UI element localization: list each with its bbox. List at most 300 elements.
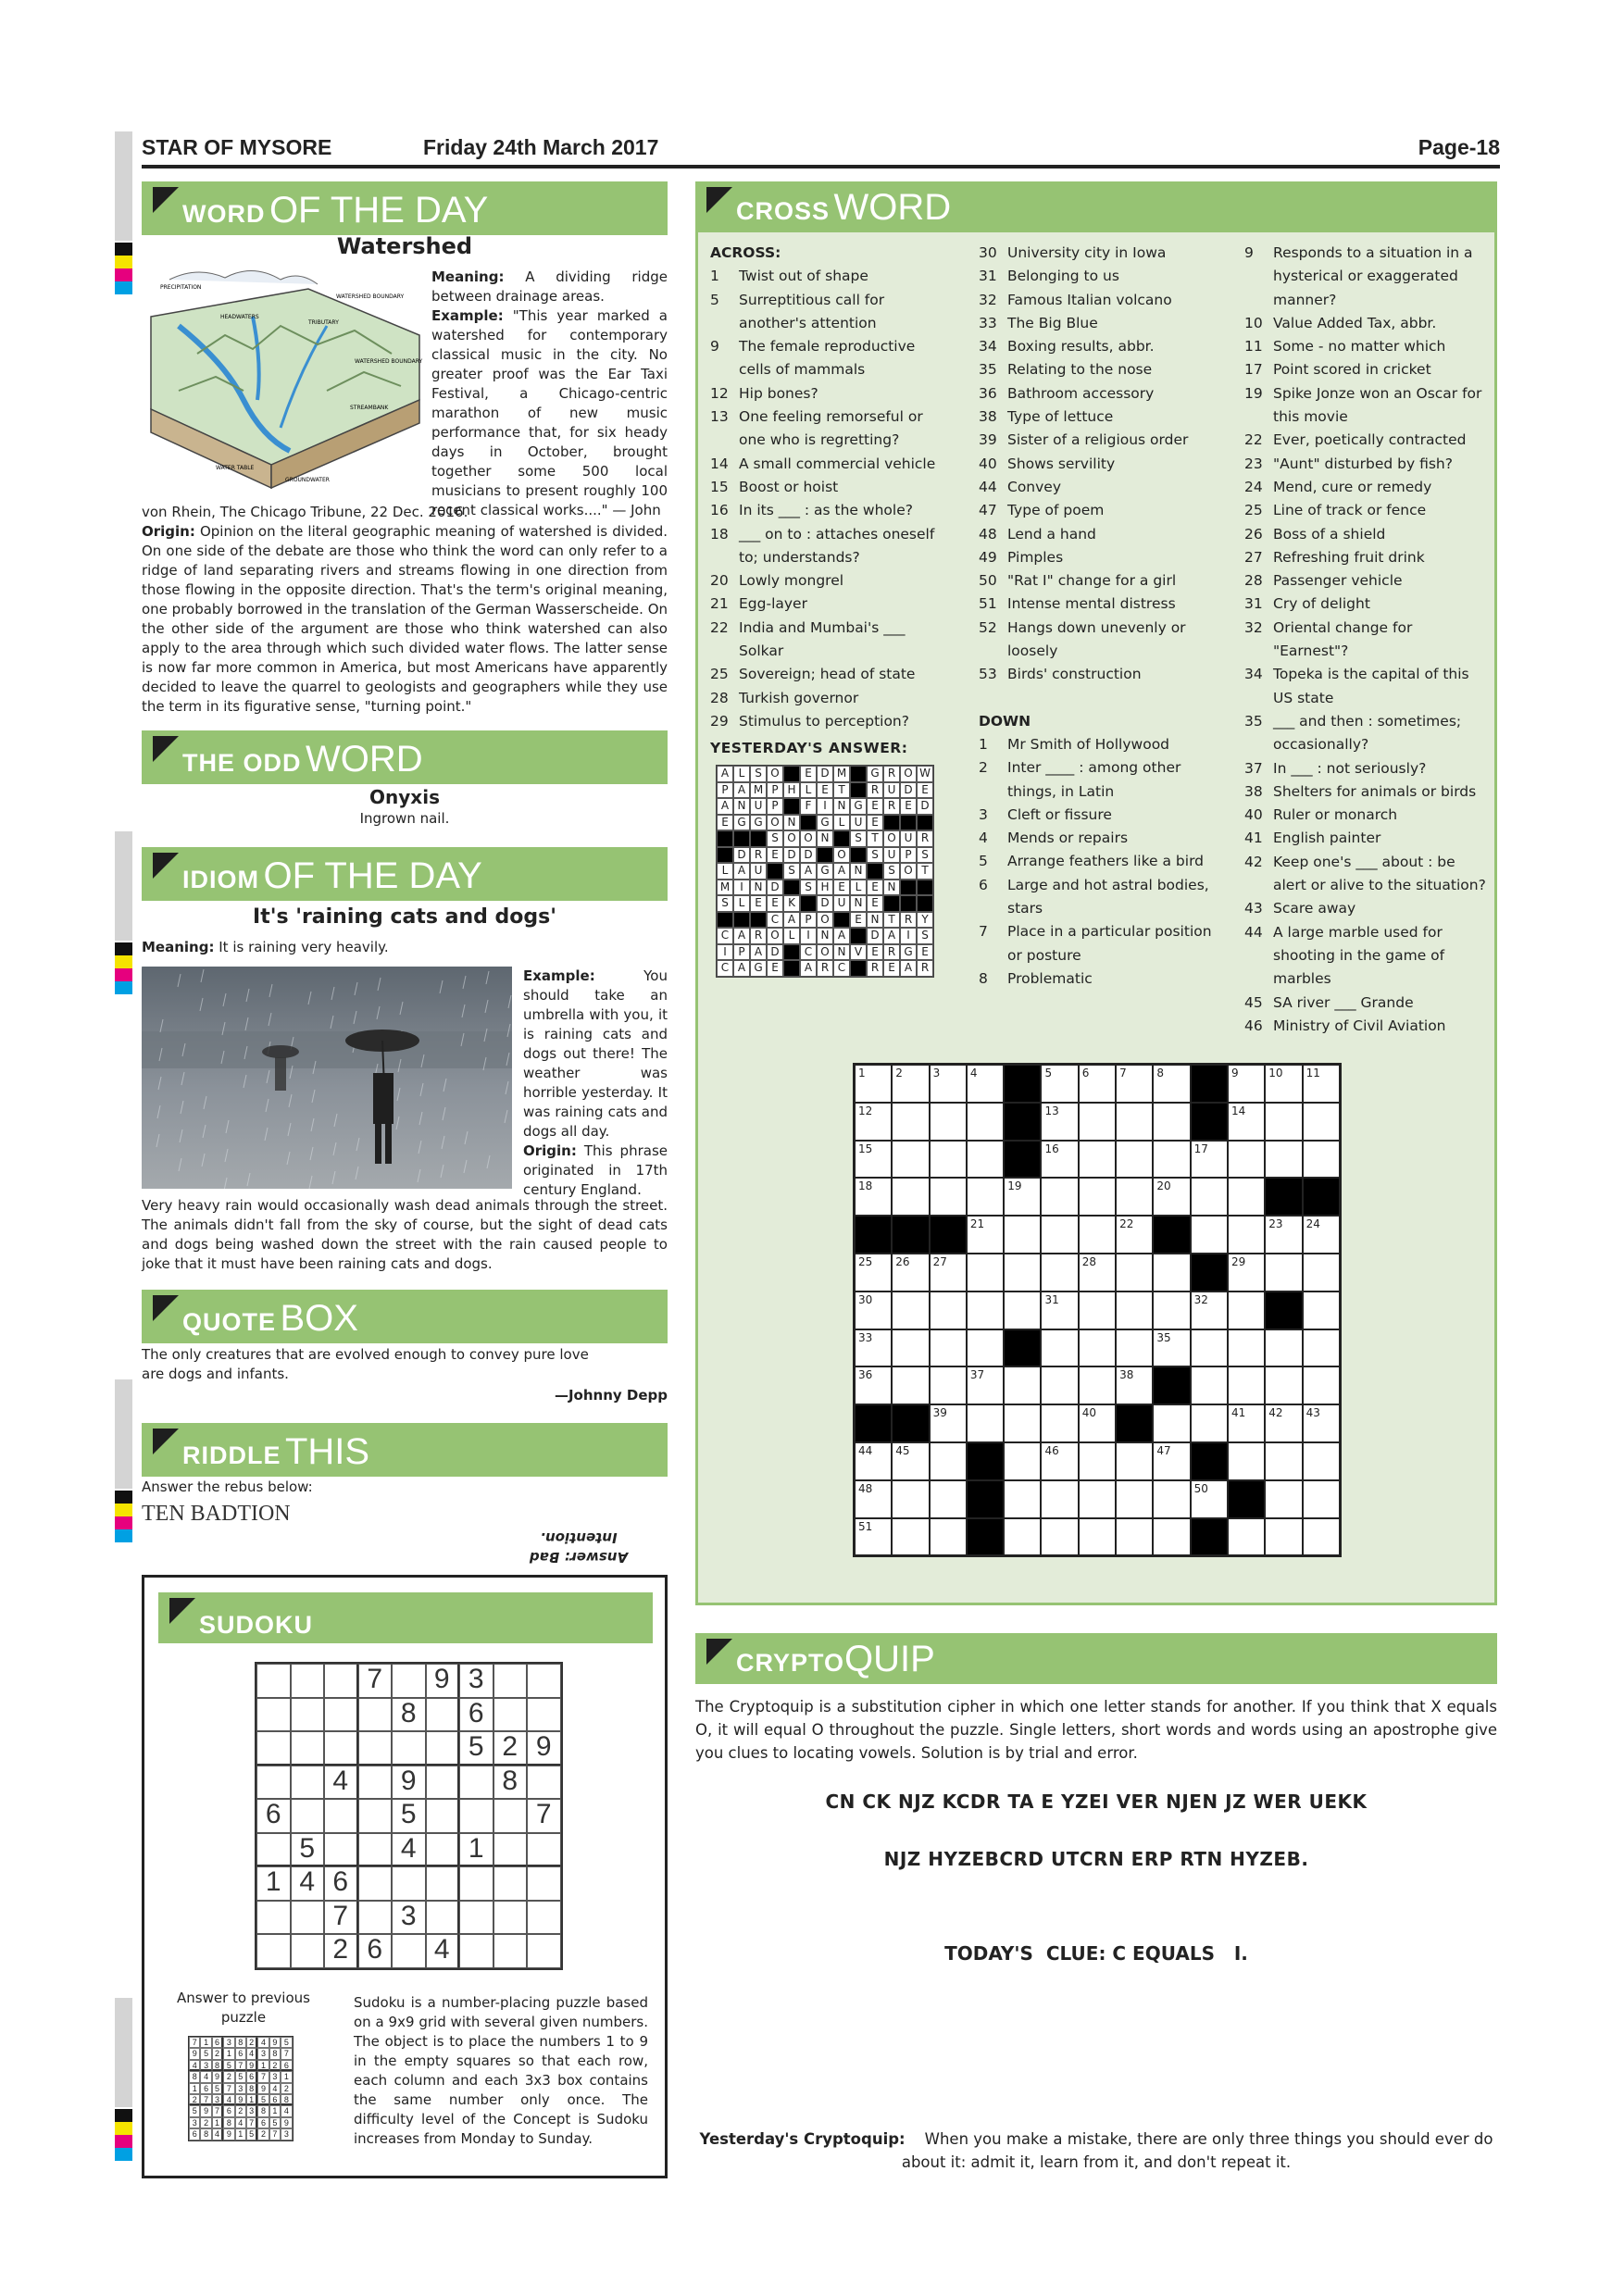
crossword-cell[interactable] [892, 1103, 929, 1141]
crossword-cell[interactable] [1004, 1292, 1041, 1329]
sudoku-cell[interactable] [426, 1698, 460, 1732]
cryptoquip-line2: NJZ HYZEBCRD UTCRN ERP RTN HYZEB. [883, 1848, 1309, 1870]
crossword-cell[interactable] [1191, 1366, 1228, 1404]
sudoku-cell[interactable] [256, 1698, 291, 1732]
crossword-cell[interactable] [1303, 1329, 1340, 1367]
prev-sudoku-cell: 7 [200, 2094, 211, 2105]
sudoku-cell[interactable] [256, 1766, 291, 1800]
crossword-block [1191, 1254, 1228, 1292]
crossword-cell[interactable] [855, 1292, 892, 1329]
crossword-cell[interactable] [967, 1254, 1004, 1292]
crossword-cell[interactable] [1041, 1404, 1078, 1442]
crossword-cell[interactable] [1041, 1442, 1078, 1480]
crossword-cell[interactable] [1153, 1103, 1190, 1141]
crossword-cell[interactable] [930, 1254, 967, 1292]
crossword-cell[interactable] [930, 1292, 967, 1329]
prev-sudoku-cell: 9 [235, 2094, 246, 2105]
answer-cell: O [883, 830, 900, 847]
crossword-cell[interactable] [892, 1518, 929, 1556]
cell-number: 31 [1044, 1292, 1059, 1306]
crossword-cell[interactable] [1265, 1404, 1302, 1442]
crossword-cell[interactable] [855, 1518, 892, 1556]
crossword-cell[interactable] [930, 1404, 967, 1442]
clue-item [979, 406, 1219, 429]
crossword-cell[interactable] [930, 1442, 967, 1480]
crossword-cell[interactable] [892, 1254, 929, 1292]
crossword-cell[interactable] [1116, 1178, 1153, 1216]
sudoku-cell[interactable] [426, 1799, 460, 1833]
meaning-text: A dividing ridge between drainage areas. [431, 268, 668, 305]
yesterday-label: Yesterday's Cryptoquip: [699, 2130, 906, 2148]
crossword-cell[interactable] [1228, 1178, 1265, 1216]
crossword-clues-col3 [1244, 242, 1487, 1038]
crossword-cell[interactable] [930, 1178, 967, 1216]
sudoku-cell[interactable] [291, 1799, 325, 1833]
crossword-cell[interactable] [1116, 1103, 1153, 1141]
crossword-cell[interactable] [1116, 1329, 1153, 1367]
crossword-cell[interactable] [855, 1065, 892, 1103]
sudoku-cell[interactable] [527, 1698, 561, 1732]
crossword-cell[interactable] [1228, 1404, 1265, 1442]
crossword-cell[interactable] [1303, 1103, 1340, 1141]
clue-item [1244, 757, 1487, 780]
header-large: QUIP [844, 1639, 935, 1679]
crossword-cell[interactable] [1228, 1329, 1265, 1367]
crossword-cell[interactable] [1303, 1254, 1340, 1292]
prev-sudoku-cell: 4 [269, 2083, 281, 2094]
answer-cell: E [800, 766, 817, 782]
crossword-cell[interactable] [1228, 1141, 1265, 1179]
sudoku-cell[interactable] [392, 1731, 426, 1766]
sudoku-cell[interactable] [291, 1766, 325, 1800]
crossword-cell[interactable] [1265, 1216, 1302, 1254]
sudoku-cell[interactable] [256, 1934, 291, 1968]
sudoku-cell[interactable] [256, 1664, 291, 1698]
crossword-cell[interactable] [1004, 1178, 1041, 1216]
sudoku-cell[interactable] [358, 1833, 393, 1867]
crossword-cell[interactable] [1153, 1254, 1190, 1292]
crossword-cell[interactable] [1191, 1141, 1228, 1179]
crossword-cell[interactable] [1228, 1292, 1265, 1329]
word-title: Watershed [336, 233, 473, 259]
crossword-cell[interactable] [1265, 1329, 1302, 1367]
crossword-cell[interactable] [967, 1329, 1004, 1367]
crossword-cell[interactable] [930, 1065, 967, 1103]
answer-cell: P [900, 847, 917, 864]
crossword-cell[interactable] [1079, 1103, 1116, 1141]
crossword-cell[interactable] [1191, 1292, 1228, 1329]
crossword-cell[interactable] [1303, 1141, 1340, 1179]
sudoku-cell[interactable] [426, 1731, 460, 1766]
crossword-cell[interactable] [1079, 1404, 1116, 1442]
crossword-cell[interactable] [1041, 1366, 1078, 1404]
sudoku-cell[interactable] [426, 1833, 460, 1867]
crossword-cell[interactable] [1153, 1442, 1190, 1480]
crossword-cell[interactable] [892, 1178, 929, 1216]
sudoku-cell[interactable] [493, 1698, 528, 1732]
sudoku-cell[interactable] [291, 1698, 325, 1732]
crossword-cell[interactable] [1191, 1329, 1228, 1367]
header-corner-icon [153, 1429, 179, 1454]
sudoku-cell[interactable] [358, 1731, 393, 1766]
clue-text: "Aunt" disturbed by fish? [1273, 455, 1453, 472]
answer-cell: N [783, 815, 800, 831]
crossword-cell[interactable] [1153, 1292, 1190, 1329]
sudoku-cell[interactable] [256, 1731, 291, 1766]
crossword-block [1004, 1141, 1041, 1179]
answer-block [850, 928, 867, 944]
crossword-cell[interactable] [1228, 1366, 1265, 1404]
crossword-cell[interactable] [855, 1366, 892, 1404]
crossword-cell[interactable] [1079, 1480, 1116, 1518]
crossword-cell[interactable] [1228, 1518, 1265, 1556]
yesterday-answer-grid [716, 765, 934, 978]
crossword-cell[interactable] [1041, 1292, 1078, 1329]
crossword-cell[interactable] [1303, 1366, 1340, 1404]
sudoku-cell[interactable] [358, 1866, 393, 1901]
sudoku-cell[interactable] [493, 1934, 528, 1968]
clue-text: Responds to a situation in a hysterical or exaggerated manner? [1273, 244, 1473, 308]
sudoku-cell[interactable] [324, 1833, 358, 1867]
sudoku-cell[interactable] [358, 1901, 393, 1935]
odd-word-header [142, 730, 668, 784]
sudoku-cell[interactable] [291, 1731, 325, 1766]
crossword-cell[interactable] [1116, 1141, 1153, 1179]
sudoku-cell[interactable] [426, 1901, 460, 1935]
crossword-cell[interactable] [1153, 1518, 1190, 1556]
crossword-cell[interactable] [892, 1329, 929, 1367]
crossword-cell[interactable] [1079, 1216, 1116, 1254]
crossword-cell[interactable] [1265, 1103, 1302, 1141]
sudoku-cell[interactable] [459, 1799, 493, 1833]
crossword-cell[interactable] [1228, 1254, 1265, 1292]
crossword-cell[interactable] [1153, 1141, 1190, 1179]
prev-sudoku-cell: 2 [281, 2083, 292, 2094]
crossword-cell[interactable] [1079, 1442, 1116, 1480]
crossword-cell[interactable] [1153, 1178, 1190, 1216]
crossword-cell[interactable] [1004, 1366, 1041, 1404]
crossword-cell[interactable] [855, 1141, 892, 1179]
answer-cell: O [800, 830, 817, 847]
sudoku-grid [255, 1662, 563, 1970]
crossword-cell[interactable] [1265, 1480, 1302, 1518]
crossword-cell[interactable] [1004, 1518, 1041, 1556]
crossword-cell[interactable] [1004, 1216, 1041, 1254]
sudoku-cell[interactable] [291, 1934, 325, 1968]
crossword-cell[interactable] [1228, 1103, 1265, 1141]
crossword-cell[interactable] [1303, 1292, 1340, 1329]
clue-number: 32 [979, 291, 997, 308]
crossword-cell[interactable] [1004, 1404, 1041, 1442]
origin-text: This phrase originated in 17th century England. [523, 1142, 668, 1198]
yesterday-answer-title: YESTERDAY'S ANSWER: [710, 740, 908, 757]
answer-cell: U [883, 782, 900, 799]
crossword-cell[interactable] [1303, 1480, 1340, 1518]
sudoku-cell[interactable] [324, 1698, 358, 1732]
answer-cell: H [783, 782, 800, 799]
cell-number: 50 [1193, 1481, 1208, 1495]
clue-text: Spike Jonze won an Oscar for this movie [1273, 384, 1482, 426]
prev-sudoku-cell: 3 [235, 2083, 246, 2094]
clue-text: SA river ___ Grande [1273, 993, 1414, 1011]
sudoku-cell[interactable] [459, 1766, 493, 1800]
answer-cell: C [717, 928, 733, 944]
sudoku-cell[interactable] [527, 1866, 561, 1901]
prev-sudoku-cell: 7 [189, 2037, 200, 2048]
crossword-cell[interactable] [1079, 1254, 1116, 1292]
clue-number: 25 [1244, 502, 1263, 519]
answer-block [850, 782, 867, 799]
sudoku-cell[interactable] [392, 1934, 426, 1968]
crossword-cell[interactable] [1079, 1329, 1116, 1367]
crossword-cell[interactable] [892, 1065, 929, 1103]
clue-text: Refreshing fruit drink [1273, 548, 1425, 566]
clue-text: ___ and then : sometimes; occasionally? [1273, 712, 1462, 754]
crossword-cell[interactable] [855, 1103, 892, 1141]
sudoku-cell[interactable] [493, 1799, 528, 1833]
meaning-text: It is raining very heavily. [219, 939, 389, 955]
sudoku-cell[interactable] [527, 1901, 561, 1935]
answer-cell: A [833, 928, 850, 944]
answer-cell: D [767, 944, 783, 961]
clue-number: 40 [1244, 806, 1263, 824]
crossword-cell[interactable] [967, 1292, 1004, 1329]
sudoku-cell[interactable] [493, 1901, 528, 1935]
crossword-cell[interactable] [1041, 1141, 1078, 1179]
crossword-cell[interactable] [1041, 1518, 1078, 1556]
cell-number: 32 [1193, 1292, 1208, 1306]
cell-number: 3 [932, 1067, 941, 1079]
crossword-cell[interactable] [1004, 1442, 1041, 1480]
crossword-cell[interactable] [1303, 1404, 1340, 1442]
clue-text: Place in a particular position or posture [1007, 923, 1212, 964]
crossword-cell[interactable] [1116, 1442, 1153, 1480]
prev-sudoku-cell: 6 [269, 2094, 281, 2105]
crossword-cell[interactable] [1116, 1216, 1153, 1254]
answer-cell: D [767, 880, 783, 896]
crossword-cell[interactable] [1116, 1065, 1153, 1103]
crossword-cell[interactable] [967, 1141, 1004, 1179]
sudoku-cell[interactable] [493, 1664, 528, 1698]
sudoku-cell[interactable] [291, 1664, 325, 1698]
crossword-cell[interactable] [892, 1141, 929, 1179]
clue-item [1244, 710, 1487, 757]
sudoku-cell[interactable] [358, 1766, 393, 1800]
sudoku-cell[interactable] [459, 1934, 493, 1968]
crossword-cell[interactable] [930, 1141, 967, 1179]
crossword-cell[interactable] [1265, 1366, 1302, 1404]
header-small: WORD [182, 200, 266, 228]
crossword-cell[interactable] [892, 1366, 929, 1404]
header-corner-icon [169, 1598, 195, 1624]
sudoku-cell[interactable] [493, 1833, 528, 1867]
clue-item [979, 593, 1219, 616]
clue-number: 38 [1244, 782, 1263, 800]
crossword-cell[interactable] [1153, 1480, 1190, 1518]
clue-text: Cry of delight [1273, 595, 1370, 613]
crossword-cell[interactable] [1079, 1366, 1116, 1404]
answer-cell: N [850, 863, 867, 880]
prev-sudoku-cell: 4 [246, 2048, 257, 2059]
crossword-cell[interactable] [1116, 1292, 1153, 1329]
cell-number: 11 [1305, 1067, 1320, 1079]
crossword-cell[interactable] [1041, 1178, 1078, 1216]
sudoku-cell[interactable] [493, 1866, 528, 1901]
crossword-cell[interactable] [855, 1178, 892, 1216]
sudoku-cell[interactable] [459, 1866, 493, 1901]
crossword-cell[interactable] [1041, 1216, 1078, 1254]
crossword-cell[interactable] [1116, 1254, 1153, 1292]
crossword-cell[interactable] [1265, 1065, 1302, 1103]
crossword-cell[interactable] [930, 1329, 967, 1367]
crossword-cell[interactable] [892, 1292, 929, 1329]
prev-sudoku-cell: 7 [212, 2105, 223, 2116]
crossword-cell[interactable] [1191, 1480, 1228, 1518]
crossword-cell[interactable] [967, 1065, 1004, 1103]
answer-cell: R [883, 944, 900, 961]
crossword-cell[interactable] [967, 1366, 1004, 1404]
sudoku-cell[interactable] [392, 1866, 426, 1901]
crossword-cell[interactable] [1153, 1404, 1190, 1442]
prev-sudoku-cell: 9 [281, 2117, 292, 2128]
clue-number: 31 [1244, 595, 1263, 613]
crossword-cell[interactable] [1041, 1103, 1078, 1141]
clue-number: 19 [1244, 384, 1263, 402]
clue-item [710, 593, 942, 616]
sudoku-cell[interactable] [291, 1901, 325, 1935]
crossword-cell[interactable] [1228, 1442, 1265, 1480]
registration-block [115, 1529, 132, 1542]
crossword-cell[interactable] [855, 1442, 892, 1480]
prev-sudoku-cell: 6 [200, 2083, 211, 2094]
crossword-cell[interactable] [1191, 1178, 1228, 1216]
answer-block [917, 815, 933, 831]
crossword-cell[interactable] [1228, 1216, 1265, 1254]
crossword-cell[interactable] [1079, 1178, 1116, 1216]
clue-number: 7 [979, 923, 988, 941]
clue-item [1244, 804, 1487, 827]
sudoku-cell[interactable] [527, 1833, 561, 1867]
crossword-cell[interactable] [1079, 1141, 1116, 1179]
crossword-cell[interactable] [1079, 1292, 1116, 1329]
clue-text: Passenger vehicle [1273, 572, 1403, 590]
answer-block [800, 815, 817, 831]
sudoku-cell[interactable] [459, 1901, 493, 1935]
crossword-cell[interactable] [930, 1518, 967, 1556]
crossword-cell[interactable] [967, 1178, 1004, 1216]
cell-number: 38 [1119, 1368, 1134, 1382]
sudoku-cell[interactable] [426, 1866, 460, 1901]
sudoku-cell[interactable] [256, 1833, 291, 1867]
crossword-cell[interactable] [1153, 1065, 1190, 1103]
answer-cell: I [800, 928, 817, 944]
prev-sudoku-cell: 2 [235, 2105, 246, 2116]
crossword-cell[interactable] [967, 1216, 1004, 1254]
crossword-grid [853, 1063, 1342, 1557]
crossword-cell[interactable] [1041, 1480, 1078, 1518]
crossword-cell[interactable] [1041, 1254, 1078, 1292]
crossword-cell[interactable] [1191, 1216, 1228, 1254]
crossword-cell[interactable] [930, 1480, 967, 1518]
crossword-cell[interactable] [1265, 1518, 1302, 1556]
crossword-cell[interactable] [1004, 1480, 1041, 1518]
crossword-cell[interactable] [1265, 1442, 1302, 1480]
sudoku-cell[interactable] [324, 1731, 358, 1766]
crossword-cell[interactable] [1303, 1216, 1340, 1254]
sudoku-cell[interactable] [426, 1766, 460, 1800]
answer-cell: S [800, 880, 817, 896]
clue-number: 8 [979, 969, 988, 987]
crossword-cell[interactable] [855, 1254, 892, 1292]
clue-item [1244, 1015, 1487, 1038]
sudoku-cell[interactable] [358, 1799, 393, 1833]
sudoku-cell[interactable] [324, 1799, 358, 1833]
crossword-cell[interactable] [967, 1404, 1004, 1442]
crossword-block [1153, 1216, 1190, 1254]
sudoku-cell[interactable] [527, 1934, 561, 1968]
answer-cell: U [900, 830, 917, 847]
crossword-cell[interactable] [1041, 1329, 1078, 1367]
clue-text: The female reproductive cells of mammals [739, 338, 916, 379]
clue-item [710, 499, 942, 522]
crossword-cell[interactable] [1116, 1366, 1153, 1404]
crossword-cell[interactable] [855, 1329, 892, 1367]
crossword-cell[interactable] [1265, 1254, 1302, 1292]
cell-number: 6 [1081, 1067, 1090, 1079]
clue-text: ___ on to : attaches oneself to; understands? [739, 525, 935, 566]
sudoku-cell[interactable] [256, 1901, 291, 1935]
clue-text: Twist out of shape [739, 268, 868, 285]
crossword-cell[interactable] [1041, 1065, 1078, 1103]
crossword-cell[interactable] [1303, 1518, 1340, 1556]
riddle-answer-upside-down: Answer: Bad Intention. [529, 1529, 629, 1566]
crossword-block [1153, 1366, 1190, 1404]
sudoku-cell[interactable] [392, 1664, 426, 1698]
crossword-cell[interactable] [930, 1103, 967, 1141]
crossword-cell[interactable] [855, 1480, 892, 1518]
clue-text: Topeka is the capital of this US state [1273, 666, 1469, 706]
answer-cell: G [900, 944, 917, 961]
crossword-cell[interactable] [967, 1103, 1004, 1141]
crossword-cell[interactable] [930, 1366, 967, 1404]
crossword-cell[interactable] [1004, 1254, 1041, 1292]
crossword-cell[interactable] [1079, 1518, 1116, 1556]
sudoku-cell: 7 [527, 1799, 561, 1833]
sudoku-cell[interactable] [358, 1698, 393, 1732]
crossword-cell[interactable] [1116, 1480, 1153, 1518]
cell-number: 45 [895, 1443, 910, 1457]
header-small: QUOTE [182, 1308, 277, 1336]
crossword-cell[interactable] [1116, 1518, 1153, 1556]
crossword-cell[interactable] [892, 1480, 929, 1518]
word-example-source: von Rhein, The Chicago Tribune, 22 Dec. 2016. [142, 504, 468, 520]
crossword-cell[interactable] [1079, 1065, 1116, 1103]
sudoku-cell[interactable] [527, 1664, 561, 1698]
crossword-cell[interactable] [892, 1442, 929, 1480]
crossword-cell[interactable] [1191, 1404, 1228, 1442]
crossword-cell[interactable] [1303, 1065, 1340, 1103]
crossword-cell[interactable] [1228, 1065, 1265, 1103]
crossword-cell[interactable] [1265, 1141, 1302, 1179]
clue-item [979, 569, 1219, 593]
clue-item [979, 265, 1219, 288]
sudoku-cell[interactable] [324, 1664, 358, 1698]
prev-sudoku-cell: 1 [246, 2094, 257, 2105]
sudoku-cell[interactable] [527, 1766, 561, 1800]
header-large: OF THE DAY [269, 190, 489, 231]
crossword-cell[interactable] [1153, 1329, 1190, 1367]
crossword-cell[interactable] [1303, 1442, 1340, 1480]
